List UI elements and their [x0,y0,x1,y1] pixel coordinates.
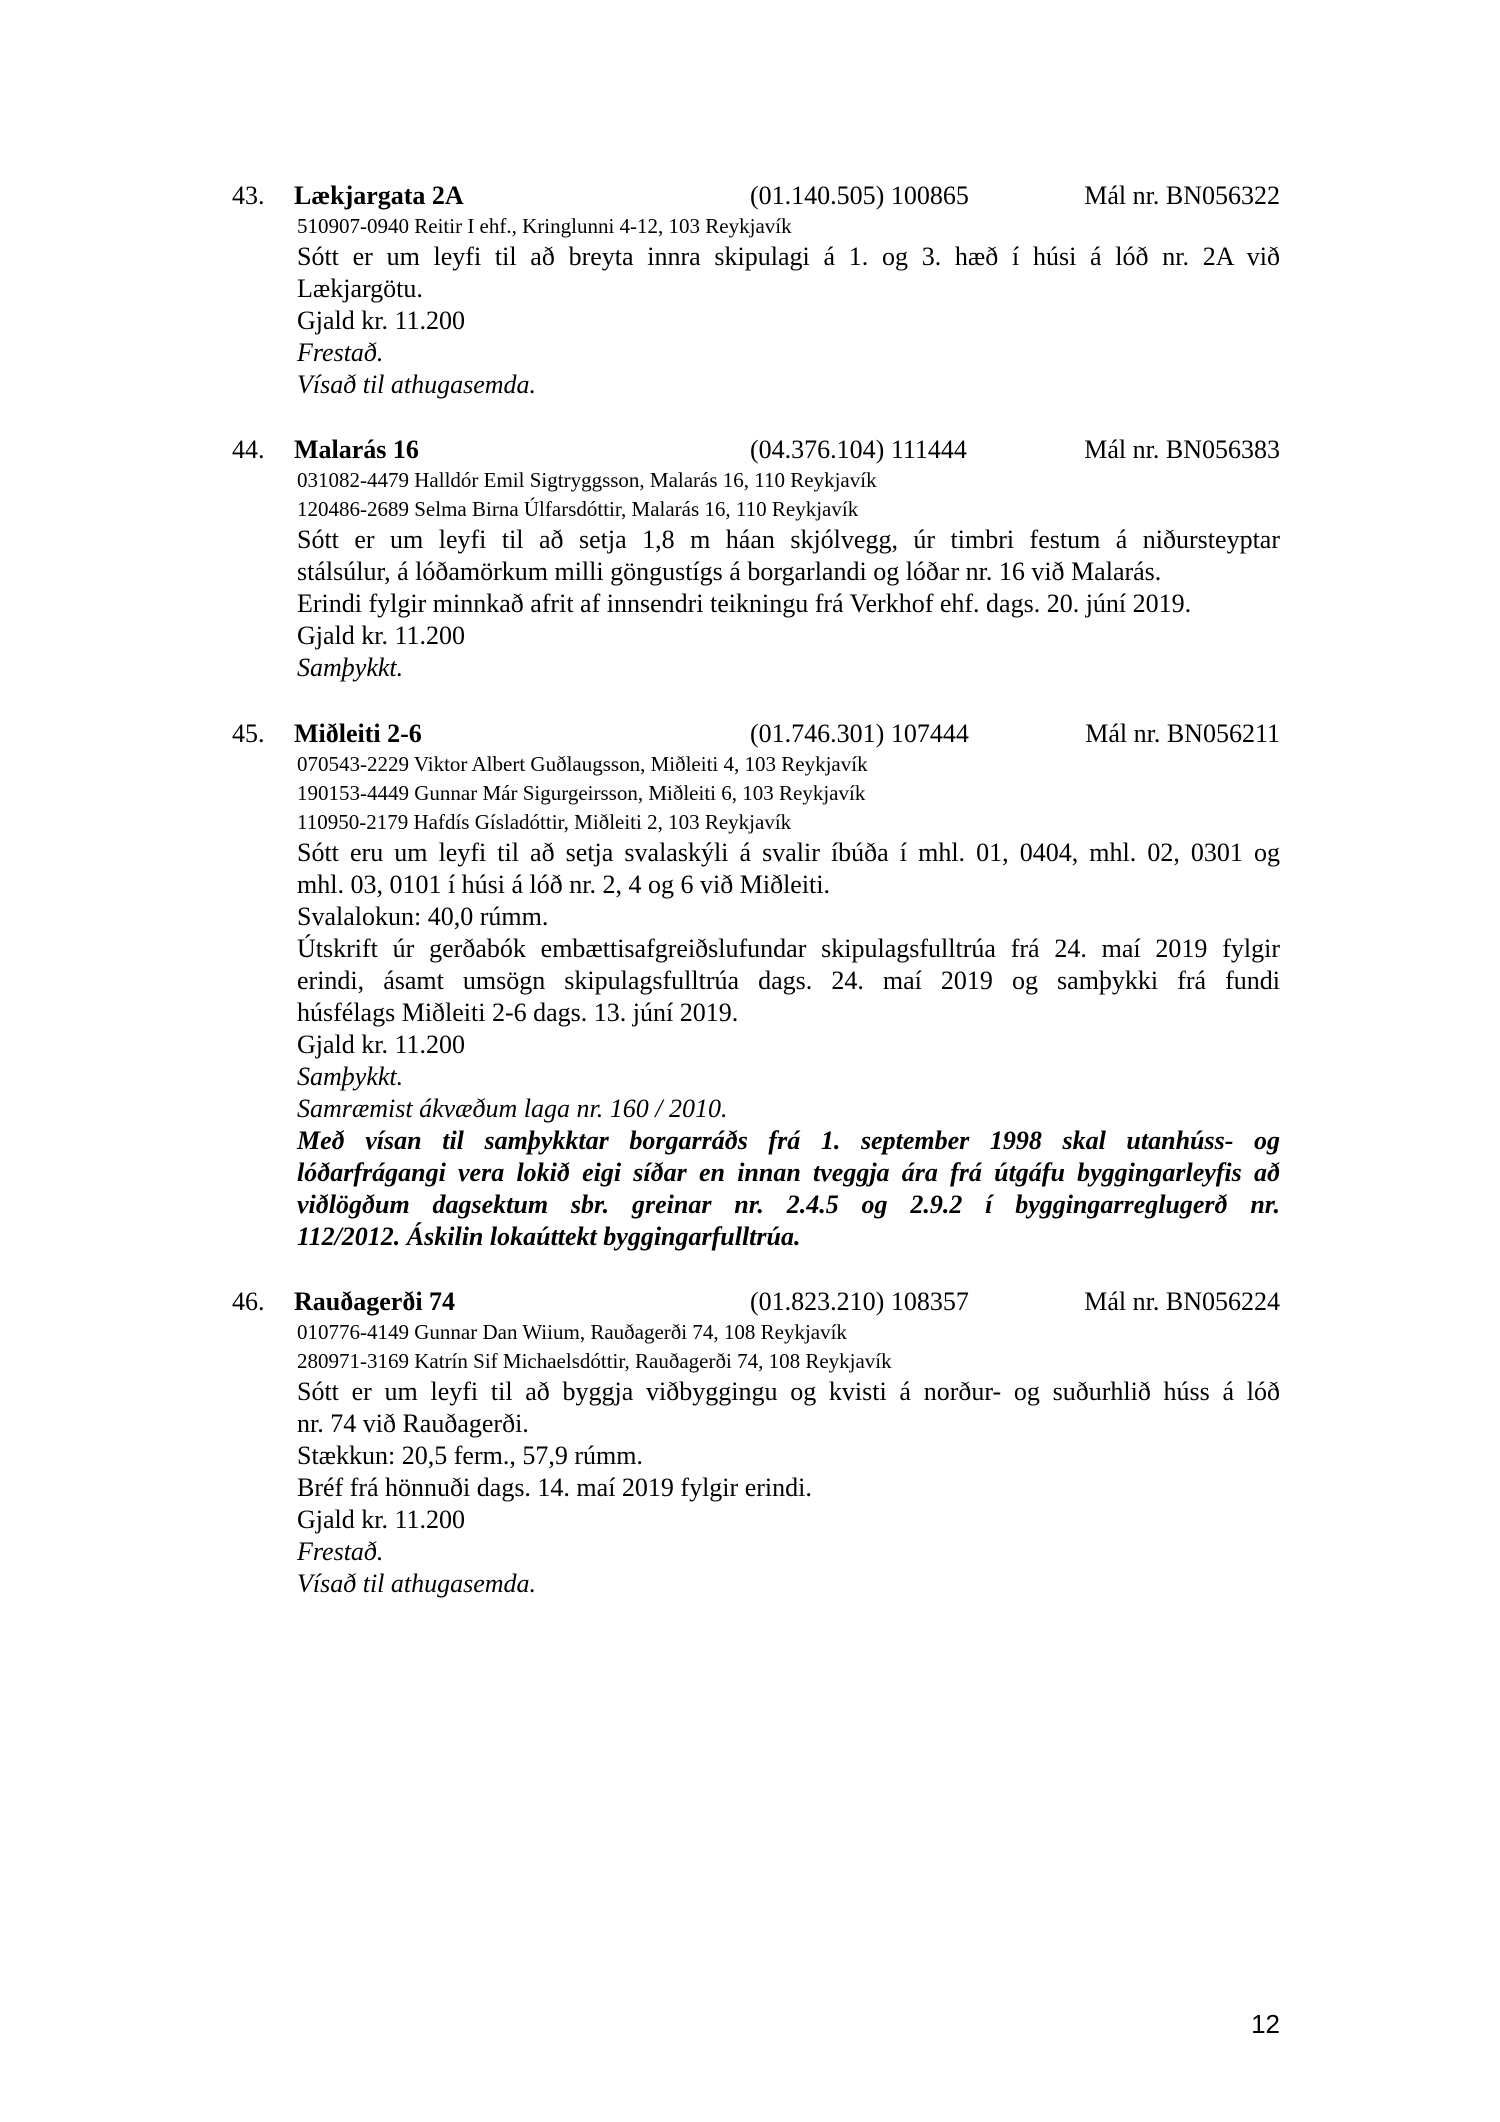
description-line: Sótt er um leyfi til að byggja viðbyggingu og kvisti á norður- og suðurhlið húss á lóð [297,1377,1280,1406]
decision-line: Frestað. [297,338,384,367]
decision-line: Samþykkt. [297,653,404,682]
measurement-line: Stækkun: 20,5 ferm., 57,9 rúmm. [297,1441,643,1470]
description-line: nr. 74 við Rauðagerði. [297,1409,529,1438]
applicant-line: 070543-2229 Viktor Albert Guðlaugsson, Miðleiti 4, 103 Reykjavík [297,752,868,776]
condition-line: Með vísan til samþykktar borgarráðs frá 1. september 1998 skal utanhúss- og [297,1126,1280,1155]
description-line: Sótt er um leyfi til að breyta innra skipulagi á 1. og 3. hæð í húsi á lóð nr. 2A við [297,242,1280,271]
applicant-line: 120486-2689 Selma Birna Úlfarsdóttir, Malarás 16, 110 Reykjavík [297,497,859,521]
applicant-line: 190153-4449 Gunnar Már Sigurgeirsson, Miðleiti 6, 103 Reykjavík [297,781,866,805]
description-line: Sótt eru um leyfi til að setja svalaskýli á svalir íbúða í mhl. 01, 0404, mhl. 02, 0301 og [297,838,1280,867]
case-reference: Mál nr. BN056383 [1084,435,1280,464]
case-entry-43 [232,180,1280,401]
case-address: Rauðagerði 74 [294,1287,456,1316]
case-header [232,718,1280,750]
case-number: 45. [232,719,265,748]
condition-line: viðlögðum dagsektum sbr. greinar nr. 2.4.5 og 2.9.2 í byggingarreglugerð nr. [297,1190,1280,1219]
case-body [297,212,1280,401]
condition-line: lóðarfrágangi vera lokið eigi síðar en innan tveggja ára frá útgáfu byggingarleyfis að [297,1158,1280,1187]
fee-line: Gjald kr. 11.200 [297,1505,466,1534]
case-reference: Mál nr. BN056224 [1084,1287,1280,1316]
applicant-line: 031082-4479 Halldór Emil Sigtryggsson, Malarás 16, 110 Reykjavík [297,468,877,492]
case-number: 46. [232,1287,265,1316]
applicant-line: 110950-2179 Hafdís Gísladóttir, Miðleiti 2, 103 Reykjavík [297,810,792,834]
fee-line: Gjald kr. 11.200 [297,621,466,650]
condition-line: 112/2012. Áskilin lokaúttekt byggingarfulltrúa. [297,1222,801,1251]
case-body [297,1318,1280,1600]
case-number: 43. [232,181,265,210]
case-address: Malarás 16 [294,435,419,464]
decision-line: Frestað. [297,1537,384,1566]
fee-line: Gjald kr. 11.200 [297,1030,466,1059]
lot-id: (01.823.210) 108357 [750,1287,969,1316]
lot-id: (01.140.505) 100865 [750,181,969,210]
fee-line: Gjald kr. 11.200 [297,306,466,335]
decision-line: Samþykkt. [297,1062,404,1091]
case-number: 44. [232,435,265,464]
decision-note: Vísað til athugasemda. [297,370,537,399]
decision-note: Vísað til athugasemda. [297,1569,537,1598]
description-line: Sótt er um leyfi til að setja 1,8 m háan skjólvegg, úr timbri festum á niðursteyptar [297,525,1280,554]
case-reference: Mál nr. BN056322 [1084,181,1280,210]
case-address: Miðleiti 2-6 [294,719,422,748]
applicant-line: 280971-3169 Katrín Sif Michaelsdóttir, Rauðagerði 74, 108 Reykjavík [297,1349,892,1373]
attachment-line: Bréf frá hönnuði dags. 14. maí 2019 fylgir erindi. [297,1473,812,1502]
attachment-line: erindi, ásamt umsögn skipulagsfulltrúa dags. 24. maí 2019 og samþykki frá fundi [297,966,1280,995]
case-entry-46 [232,1286,1280,1600]
applicant-line: 510907-0940 Reitir I ehf., Kringlunni 4-12, 103 Reykjavík [297,214,792,238]
applicant-line: 010776-4149 Gunnar Dan Wiium, Rauðagerði 74, 108 Reykjavík [297,1320,847,1344]
lot-id: (01.746.301) 107444 [750,719,969,748]
description-line: Lækjargötu. [297,274,423,303]
attachment-line: Erindi fylgir minnkað afrit af innsendri teikningu frá Verkhof ehf. dags. 20. júní 2019. [297,589,1192,618]
case-entry-45 [232,718,1280,1253]
case-reference: Mál nr. BN056211 [1085,719,1280,748]
case-header [232,180,1280,212]
case-entry-44 [232,434,1280,684]
case-address: Lækjargata 2A [294,181,464,210]
page-number: 12 [1251,2009,1280,2039]
measurement-line: Svalalokun: 40,0 rúmm. [297,902,549,931]
case-body [297,750,1280,1253]
case-header [232,434,1280,466]
attachment-line: Útskrift úr gerðabók embættisafgreiðslufundar skipulagsfulltrúa frá 24. maí 2019 fylgir [297,934,1280,963]
description-line: stálsúlur, á lóðamörkum milli göngustígs á borgarlandi og lóðar nr. 16 við Malarás. [297,557,1162,586]
case-header [232,1286,1280,1318]
attachment-line: húsfélags Miðleiti 2-6 dags. 13. júní 2019. [297,998,739,1027]
decision-note: Samræmist ákvæðum laga nr. 160 / 2010. [297,1094,728,1123]
description-line: mhl. 03, 0101 í húsi á lóð nr. 2, 4 og 6 við Miðleiti. [297,870,830,899]
lot-id: (04.376.104) 111444 [750,435,967,464]
case-body [297,466,1280,684]
